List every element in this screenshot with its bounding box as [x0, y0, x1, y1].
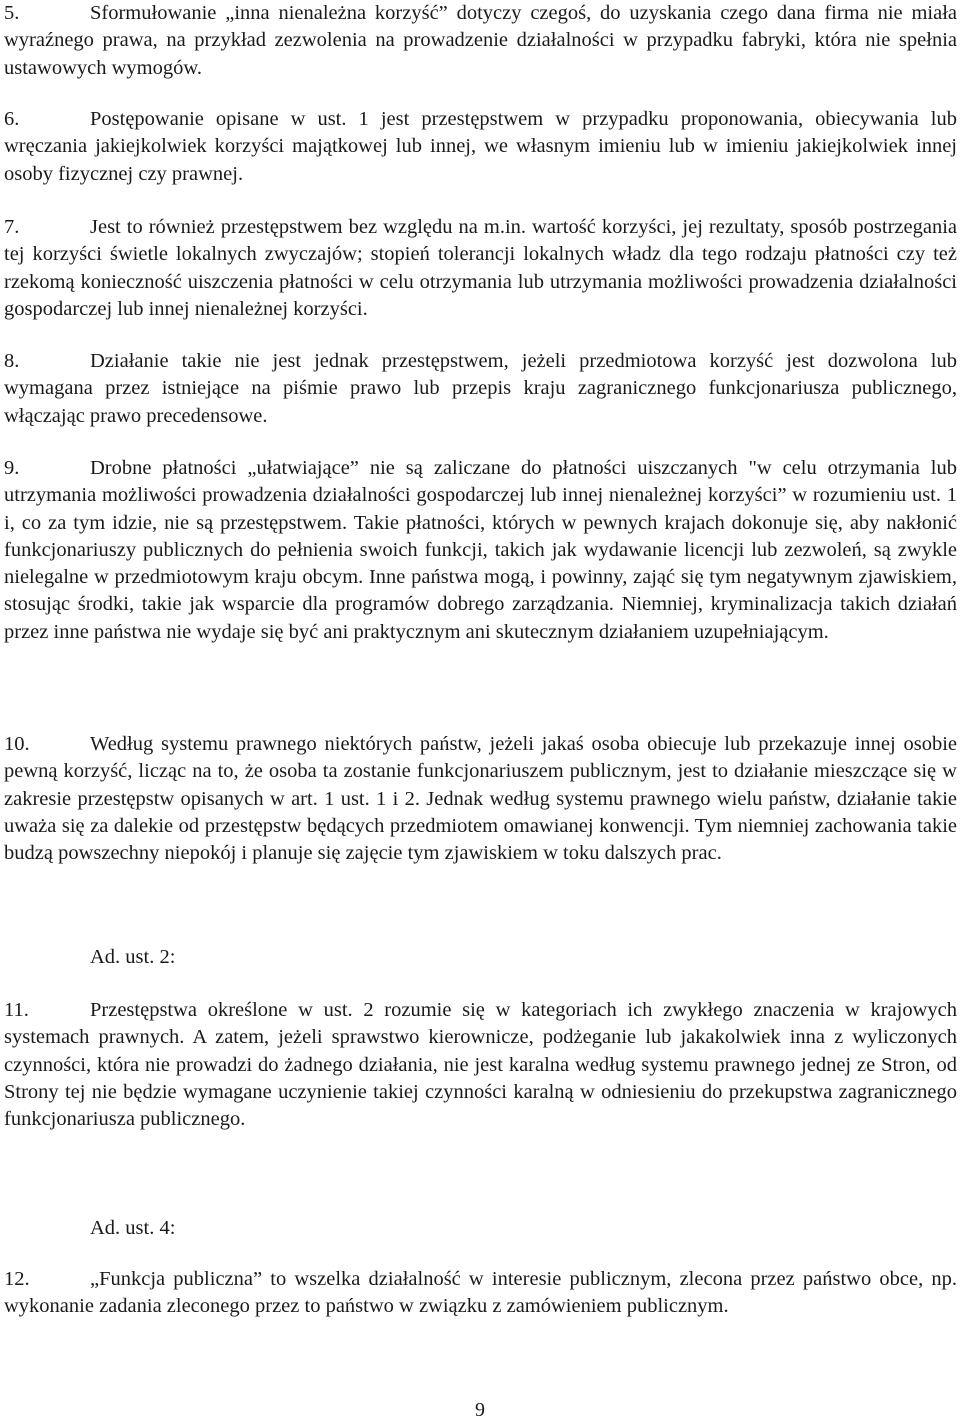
paragraph-10	[4, 731, 957, 867]
paragraph-9	[4, 455, 957, 646]
paragraph-number: 12.	[4, 1268, 30, 1290]
paragraph-text: Drobne płatności „ułatwiające” nie są zaliczane do płatności uiszczanych "w celu otrzymania lub utrzymania możliwości prowadzenia działalności gospodarczej lub innej nienależnej korzyści” w rozumieniu ust. 1 i, co za tym idzie, nie są przestępstwem. Takie płatności, których w pewnych krajach dokonuje się, aby nakłonić funkcjonariuszy publicznych do pełnienia swoich funkcji, takich jak wydawanie licencji lub zezwoleń, są zwykle nielegalne w przedmiotowym kraju obcym. Inne państwa mogą, i powinny, zająć się tym negatywnym zjawiskiem, stosując środki, takie jak wsparcie dla programów dobrego zarządzania. Niemniej, kryminalizacja takich działań przez inne państwa nie wydaje się być ani praktycznym ani skutecznym działaniem uzupełniającym.	[4, 457, 957, 643]
paragraph-number: 11.	[4, 999, 29, 1021]
paragraph-12	[4, 1266, 957, 1321]
paragraph-11	[4, 997, 957, 1133]
section-heading-ust-2: Ad. ust. 2:	[90, 946, 176, 968]
paragraph-5	[4, 0, 957, 82]
paragraph-number: 7.	[4, 216, 20, 238]
paragraph-6	[4, 106, 957, 188]
paragraph-text: Sformułowanie „inna nienależna korzyść” dotyczy czegoś, do uzyskania czego dana firma nie miała wyraźnego prawa, na przykład zezwolenia na prowadzenie działalności w przypadku fabryki, która nie spełnia ustawowych wymogów.	[4, 2, 957, 79]
paragraph-number: 5.	[4, 2, 20, 24]
paragraph-number: 6.	[4, 108, 20, 130]
paragraph-number: 10.	[4, 733, 30, 755]
paragraph-text: Działanie takie nie jest jednak przestępstwem, jeżeli przedmiotowa korzyść jest dozwolona lub wymagana przez istniejące na piśmie prawo lub przepis kraju zagranicznego funkcjonariusza publicznego, włączając prawo precedensowe.	[4, 350, 957, 427]
section-heading-ust-4: Ad. ust. 4:	[90, 1217, 176, 1239]
paragraph-text: Według systemu prawnego niektórych państw, jeżeli jakaś osoba obiecuje lub przekazuje innej osobie pewną korzyść, licząc na to, że osoba ta zostanie funkcjonariuszem publicznym, jest to działanie mieszczące się w zakresie przestępstw opisanych w art. 1 ust. 1 i 2. Jednak według systemu prawnego wielu państw, działanie takie uważa się za dalekie od przestępstw będących przedmiotem omawianej konwencji. Tym niemniej zachowania takie budzą powszechny niepokój i planuje się zajęcie tym zjawiskiem w toku dalszych prac.	[4, 733, 957, 865]
paragraph-number: 9.	[4, 457, 20, 479]
paragraph-text: Postępowanie opisane w ust. 1 jest przestępstwem w przypadku proponowania, obiecywania lub wręczania jakiejkolwiek korzyści majątkowej lub innej, we własnym imieniu lub w imieniu jakiejkolwiek innej osoby fizycznej czy prawnej.	[4, 108, 957, 185]
page-number: 9	[475, 1399, 485, 1421]
paragraph-number: 8.	[4, 350, 20, 372]
paragraph-7	[4, 214, 957, 323]
paragraph-text: „Funkcja publiczna” to wszelka działalność w interesie publicznym, zlecona przez państwo obce, np. wykonanie zadania zleconego przez to państwo w związku z zamówieniem publicznym.	[4, 1268, 957, 1318]
paragraph-8	[4, 348, 957, 430]
paragraph-text: Przestępstwa określone w ust. 2 rozumie się w kategoriach ich zwykłego znaczenia w krajowych systemach prawnych. A zatem, jeżeli sprawstwo kierownicze, podżeganie lub jakakolwiek inna z wyliczonych czynności, która nie prowadzi do żadnego działania, nie jest karalna według systemu prawnego jednej ze Stron, od Strony tej nie będzie wymagane uczynienie takiej czynności karalną w odniesieniu do przekupstwa zagranicznego funkcjonariusza publicznego.	[4, 999, 957, 1131]
paragraph-text: Jest to również przestępstwem bez względu na m.in. wartość korzyści, jej rezultaty, sposób postrzegania tej korzyści świetle lokalnych zwyczajów; stopień tolerancji lokalnych władz dla tego rodzaju płatności czy też rzekomą konieczność uiszczenia płatności w celu otrzymania lub utrzymania możliwości prowadzenia działalności gospodarczej lub innej nienależnej korzyści.	[4, 216, 957, 320]
